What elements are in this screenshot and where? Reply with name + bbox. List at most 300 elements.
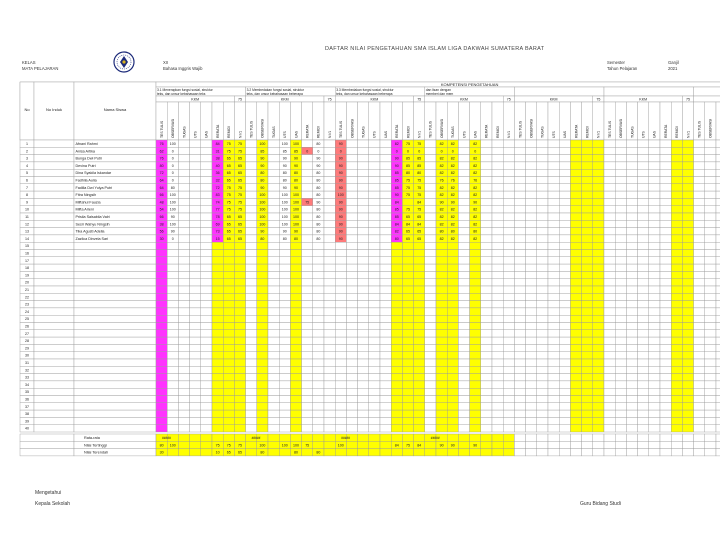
summary-blank-cell (20, 449, 74, 456)
grade-cell (391, 396, 402, 403)
grade-cell (167, 425, 178, 432)
summary-cell (671, 434, 682, 441)
summary-cell (324, 441, 335, 448)
grade-cell (425, 366, 436, 373)
grade-cell (369, 177, 380, 184)
grade-cell (682, 403, 693, 410)
grade-value: 84 (417, 222, 422, 227)
grade-cell (481, 374, 492, 381)
grade-cell (570, 198, 581, 205)
grade-cell (615, 308, 626, 315)
grade-cell (414, 366, 425, 373)
summary-cell (514, 441, 525, 448)
grade-cell (537, 315, 548, 322)
summary-value: 75 (215, 443, 220, 448)
grade-cell (190, 308, 201, 315)
grade-cell (290, 337, 301, 344)
grade-cell (638, 425, 649, 432)
grade-cell (290, 301, 301, 308)
grade-cell (503, 147, 514, 154)
grade-value: 100 (337, 193, 344, 198)
student-name: Zazilca Dinvela Sari (75, 236, 109, 241)
grade-value: 90 (473, 200, 478, 205)
grade-value: 48 (159, 200, 164, 205)
summary-value: 100 (337, 443, 344, 448)
grade-cell (380, 359, 391, 366)
grade-cell (335, 388, 346, 395)
subcol-header-text: TES TULIS (249, 120, 254, 138)
grade-cell (638, 337, 649, 344)
grade-cell (716, 381, 720, 388)
grade-cell (559, 140, 570, 147)
grade-cell (615, 271, 626, 278)
grade-cell (548, 279, 559, 286)
grade-value: 64 (159, 185, 164, 190)
grade-cell (548, 264, 559, 271)
grade-cell (604, 169, 615, 176)
grade-cell (470, 352, 481, 359)
grade-cell (290, 359, 301, 366)
grade-value: 75 (417, 207, 422, 212)
row-number: 20 (25, 280, 29, 285)
row-nama-cell (74, 323, 156, 330)
subcol-header-text: TUGAS (271, 126, 276, 138)
grade-cell (425, 213, 436, 220)
grade-cell (514, 359, 525, 366)
grade-cell (212, 344, 223, 351)
grade-cell (346, 425, 357, 432)
grade-cell (447, 388, 458, 395)
grade-cell (447, 381, 458, 388)
grade-cell (638, 279, 649, 286)
subcol-header-text: OBSERVASI (619, 118, 624, 138)
grade-cell (604, 198, 615, 205)
grade-cell (503, 206, 514, 213)
grade-cell (302, 213, 313, 220)
grade-cell (358, 301, 369, 308)
grade-cell (705, 169, 716, 176)
grade-cell (548, 184, 559, 191)
grade-cell (156, 323, 167, 330)
grade-cell (582, 140, 593, 147)
grade-cell (212, 359, 223, 366)
summary-value: 80 (294, 450, 298, 455)
row-induk-cell (34, 396, 74, 403)
grade-cell (570, 206, 581, 213)
summary-cell (615, 441, 626, 448)
grade-cell (537, 162, 548, 169)
grade-cell (604, 257, 615, 264)
grade-cell (335, 344, 346, 351)
grade-cell (492, 396, 503, 403)
grade-cell (290, 417, 301, 424)
grade-value: 65 (406, 236, 410, 241)
grade-cell (324, 155, 335, 162)
grade-cell (582, 286, 593, 293)
row-nama-cell (74, 403, 156, 410)
grade-cell (190, 198, 201, 205)
grade-cell (201, 308, 212, 315)
summary-cell (660, 434, 671, 441)
grade-cell (559, 155, 570, 162)
grade-cell (638, 417, 649, 424)
grade-value: 100 (259, 222, 266, 227)
grade-value: 0 (306, 149, 309, 154)
grade-table (20, 82, 713, 482)
summary-cell (447, 449, 458, 456)
grade-cell (234, 286, 245, 293)
grade-cell (223, 323, 234, 330)
grade-cell (447, 337, 458, 344)
grade-cell (335, 286, 346, 293)
grade-cell (570, 279, 581, 286)
grade-cell (570, 177, 581, 184)
grade-cell (694, 286, 705, 293)
grade-value: 90 (338, 215, 343, 219)
grade-cell (425, 352, 436, 359)
subcol-header-text: OBSERVASI (350, 118, 355, 138)
grade-cell (302, 206, 313, 213)
grade-cell (514, 279, 525, 286)
grade-cell (313, 425, 324, 432)
grade-cell (358, 315, 369, 322)
grade-cell (604, 381, 615, 388)
grade-value: 75 (406, 142, 410, 146)
grade-cell (582, 279, 593, 286)
grade-cell (660, 147, 671, 154)
grade-value: 65 (238, 215, 242, 219)
grade-cell (212, 293, 223, 300)
grade-cell (548, 213, 559, 220)
grade-cell (492, 410, 503, 417)
grade-cell (201, 279, 212, 286)
grade-cell (671, 286, 682, 293)
grade-cell (470, 396, 481, 403)
grade-cell (414, 323, 425, 330)
grade-cell (234, 344, 245, 351)
grade-cell (716, 374, 720, 381)
grade-value: 90 (338, 142, 343, 146)
row-nama-cell (74, 315, 156, 322)
grade-cell (638, 140, 649, 147)
grade-cell (694, 279, 705, 286)
summary-cell (660, 449, 671, 456)
row-number: 11 (25, 215, 29, 219)
grade-cell (302, 184, 313, 191)
grade-value: 80 (316, 142, 321, 146)
grade-cell (682, 140, 693, 147)
grade-cell (649, 337, 660, 344)
grade-cell (570, 381, 581, 388)
grade-cell (178, 315, 189, 322)
grade-cell (279, 271, 290, 278)
grade-cell (234, 279, 245, 286)
kd-header-5 (514, 87, 604, 96)
grade-cell (212, 242, 223, 249)
grade-cell (246, 301, 257, 308)
summary-cell (178, 434, 189, 441)
grade-value: 80 (473, 229, 478, 234)
grade-cell (537, 323, 548, 330)
grade-cell (537, 286, 548, 293)
student-name: Dina Syakila Iskandar (75, 171, 112, 176)
grade-cell (346, 250, 357, 257)
grade-value: 82 (394, 229, 399, 234)
grade-cell (570, 162, 581, 169)
grade-cell (582, 228, 593, 235)
grade-cell (212, 352, 223, 359)
grade-cell (604, 396, 615, 403)
grade-cell (671, 366, 682, 373)
summary-cell (548, 449, 559, 456)
grade-cell (559, 191, 570, 198)
grade-cell (268, 162, 279, 169)
grade-cell (391, 352, 402, 359)
grade-cell (201, 396, 212, 403)
grade-cell (537, 374, 548, 381)
grade-cell (626, 301, 637, 308)
grade-cell (582, 206, 593, 213)
summary-cell (682, 434, 693, 441)
grade-cell (302, 191, 313, 198)
grade-cell (604, 301, 615, 308)
grade-cell (324, 417, 335, 424)
row-number: 31 (25, 361, 29, 365)
grade-cell (369, 366, 380, 373)
grade-cell (492, 366, 503, 373)
subcol-header-text: OBSERVASI (260, 118, 265, 138)
row-induk-cell (34, 140, 74, 147)
grade-value: 90 (394, 156, 399, 161)
row-nama-cell (74, 271, 156, 278)
grade-cell (716, 147, 720, 154)
grade-cell (201, 140, 212, 147)
grade-cell (626, 147, 637, 154)
grade-cell (458, 169, 469, 176)
grade-cell (380, 308, 391, 315)
grade-cell (402, 198, 413, 205)
grade-cell (559, 388, 570, 395)
grade-cell (526, 388, 537, 395)
grade-cell (626, 279, 637, 286)
grade-cell (593, 177, 604, 184)
grade-cell (425, 257, 436, 264)
grade-cell (694, 191, 705, 198)
grade-cell (458, 425, 469, 432)
grade-value: 100 (259, 193, 266, 198)
grade-cell (660, 271, 671, 278)
grade-value: 72 (159, 171, 164, 176)
grade-cell (626, 177, 637, 184)
grade-cell (615, 301, 626, 308)
row-nama-cell (74, 257, 156, 264)
grade-cell (582, 301, 593, 308)
grade-cell (380, 250, 391, 257)
grade-cell (212, 330, 223, 337)
grade-cell (178, 198, 189, 205)
grade-cell (380, 352, 391, 359)
row-number: 35 (25, 390, 29, 395)
grade-cell (190, 337, 201, 344)
grade-cell (716, 301, 720, 308)
grade-cell (537, 147, 548, 154)
grade-cell (526, 344, 537, 351)
grade-cell (167, 242, 178, 249)
grade-cell (559, 242, 570, 249)
grade-cell (290, 315, 301, 322)
grade-cell (257, 308, 268, 315)
grade-value: 65 (238, 171, 242, 176)
grade-cell (414, 315, 425, 322)
grade-cell (705, 330, 716, 337)
grade-cell (548, 242, 559, 249)
grade-cell (626, 403, 637, 410)
grade-cell (526, 330, 537, 337)
grade-cell (425, 279, 436, 286)
grade-cell (682, 359, 693, 366)
grade-cell (526, 417, 537, 424)
grade-cell (190, 301, 201, 308)
grade-cell (559, 293, 570, 300)
grade-cell (380, 366, 391, 373)
grade-cell (279, 301, 290, 308)
grade-cell (503, 315, 514, 322)
grade-cell (201, 228, 212, 235)
grade-value: 90 (338, 178, 343, 183)
grade-cell (582, 147, 593, 154)
grade-cell (190, 191, 201, 198)
grade-cell (402, 250, 413, 257)
grade-cell (167, 250, 178, 257)
grade-cell (268, 301, 279, 308)
grade-cell (391, 425, 402, 432)
grade-cell (514, 177, 525, 184)
grade-cell (246, 242, 257, 249)
grade-value: 82 (439, 156, 444, 161)
grade-cell (190, 330, 201, 337)
grade-cell (604, 177, 615, 184)
grade-cell (481, 155, 492, 162)
grade-cell (358, 381, 369, 388)
grade-cell (671, 352, 682, 359)
grade-cell (481, 140, 492, 147)
grade-value: 90 (338, 156, 343, 161)
grade-cell (514, 206, 525, 213)
grade-cell (604, 410, 615, 417)
grade-cell (638, 162, 649, 169)
grade-cell (604, 323, 615, 330)
grade-cell (649, 352, 660, 359)
grade-cell (324, 337, 335, 344)
grade-cell (615, 330, 626, 337)
grade-cell (537, 410, 548, 417)
grade-cell (503, 366, 514, 373)
grade-cell (559, 177, 570, 184)
grade-value: 0 (171, 178, 174, 183)
summary-cell (223, 434, 234, 441)
grade-cell (694, 228, 705, 235)
grade-cell (492, 242, 503, 249)
grade-cell (626, 257, 637, 264)
grade-cell (570, 315, 581, 322)
semester-label: Semester (607, 60, 625, 65)
row-induk-cell (34, 198, 74, 205)
grade-cell (582, 264, 593, 271)
grade-cell (514, 308, 525, 315)
student-name: Miftahul Fauzia (75, 200, 101, 205)
grade-cell (548, 206, 559, 213)
grade-cell (167, 381, 178, 388)
grade-cell (369, 257, 380, 264)
grade-cell (190, 417, 201, 424)
grade-value: 75 (238, 200, 242, 205)
grade-cell (302, 228, 313, 235)
grade-value: 65 (238, 178, 242, 183)
grade-cell (593, 235, 604, 242)
grade-cell (246, 286, 257, 293)
grade-cell (279, 264, 290, 271)
grade-cell (514, 264, 525, 271)
grade-cell (615, 352, 626, 359)
grade-cell (302, 169, 313, 176)
grade-value: 82 (473, 163, 478, 168)
grade-cell (682, 162, 693, 169)
summary-cell (313, 434, 324, 441)
grade-cell (671, 191, 682, 198)
grade-cell (268, 308, 279, 315)
grade-cell (649, 359, 660, 366)
grade-cell (682, 147, 693, 154)
grade-cell (470, 388, 481, 395)
grade-cell (268, 359, 279, 366)
grade-cell (402, 286, 413, 293)
grade-cell (694, 388, 705, 395)
grade-cell (447, 293, 458, 300)
grade-cell (302, 366, 313, 373)
grade-cell (492, 359, 503, 366)
grade-cell (302, 315, 313, 322)
grade-cell (694, 381, 705, 388)
student-name: Sesri Wahyu Ningsih (75, 222, 110, 227)
grade-cell (246, 293, 257, 300)
grade-value: 69 (215, 222, 220, 227)
grade-cell (559, 198, 570, 205)
subcol-header-text: TES TULIS (518, 120, 523, 138)
grade-cell (570, 191, 581, 198)
grade-cell (257, 425, 268, 432)
grade-cell (615, 323, 626, 330)
grade-cell (268, 279, 279, 286)
grade-cell (626, 184, 637, 191)
grade-cell (548, 140, 559, 147)
grade-cell (246, 220, 257, 227)
grade-cell (570, 359, 581, 366)
grade-cell (458, 366, 469, 373)
grade-cell (324, 410, 335, 417)
grade-cell (649, 162, 660, 169)
grade-cell (526, 235, 537, 242)
grade-value: 65 (226, 178, 231, 183)
grade-cell (234, 388, 245, 395)
summary-value: 75 (226, 443, 231, 448)
grade-cell (615, 388, 626, 395)
summary-value: 84 (417, 443, 422, 448)
grade-cell (324, 191, 335, 198)
grade-cell (470, 271, 481, 278)
grade-cell (167, 388, 178, 395)
grade-value: 90 (260, 185, 265, 190)
grade-cell (503, 162, 514, 169)
